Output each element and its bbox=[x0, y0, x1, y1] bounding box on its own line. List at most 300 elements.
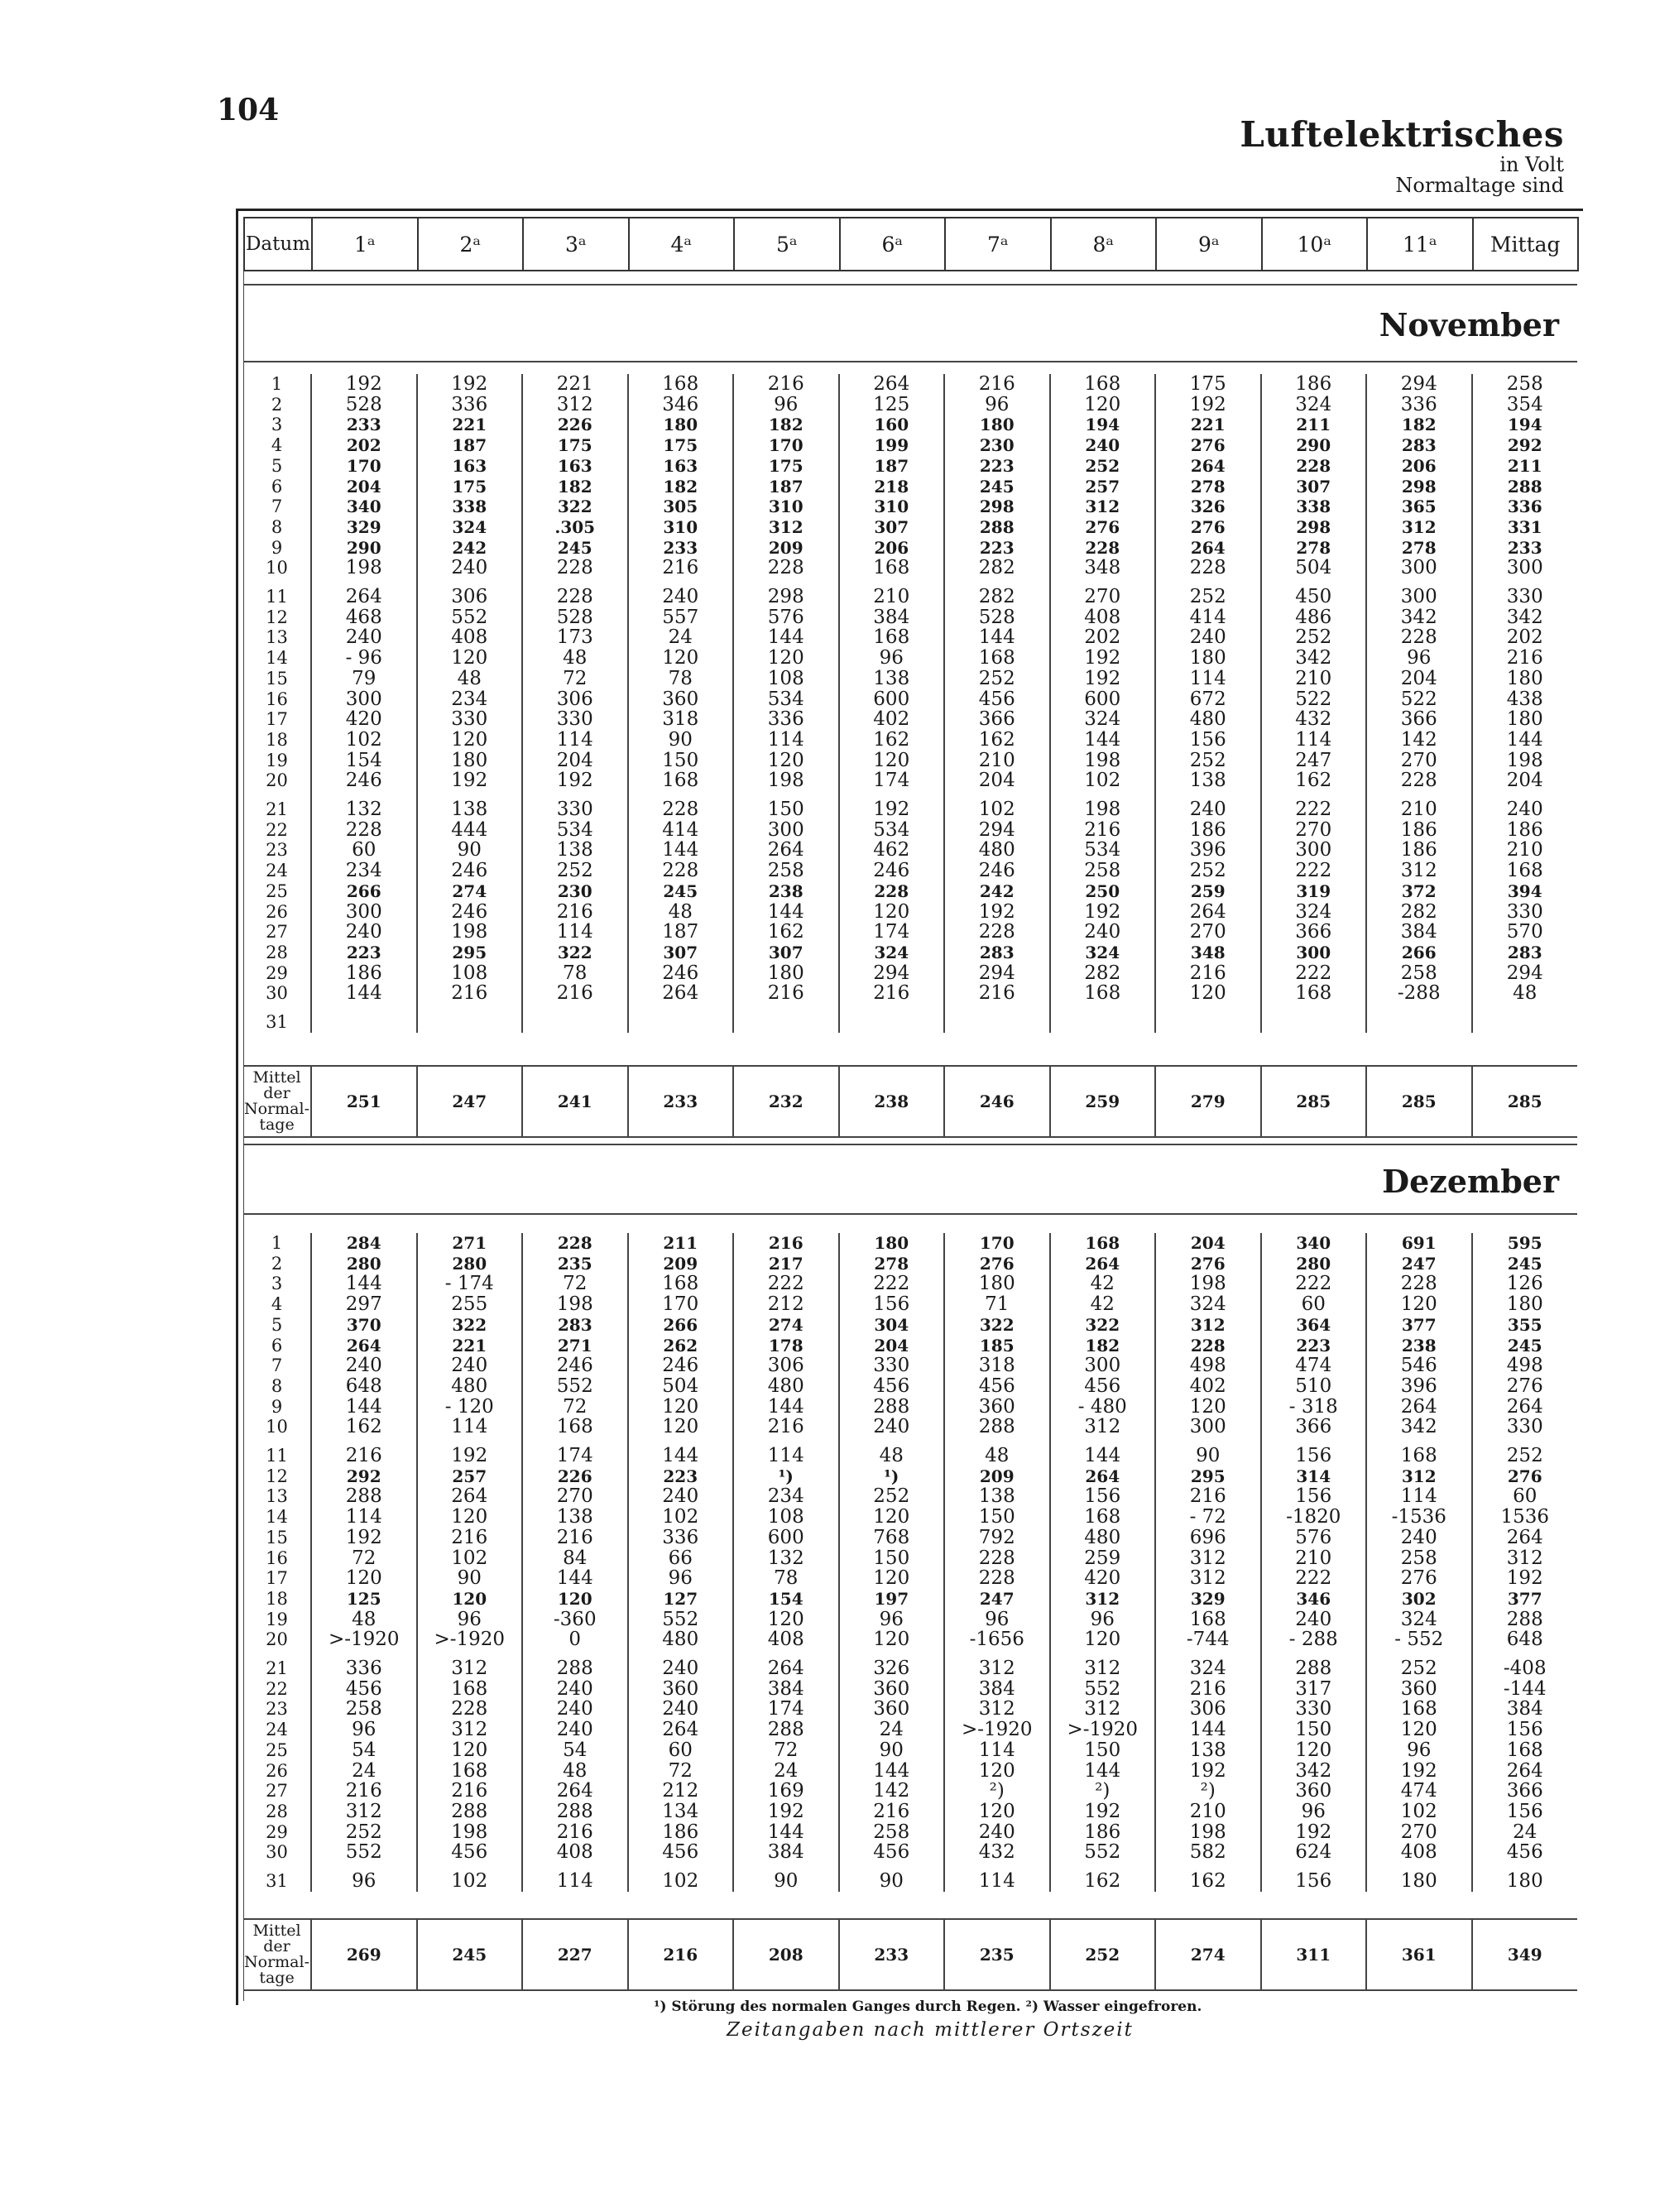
value-cell: 180 bbox=[1472, 709, 1578, 730]
value-cell: 394 bbox=[1472, 881, 1578, 902]
value-cell: 144 bbox=[733, 902, 839, 923]
value-cell: 234 bbox=[733, 1486, 839, 1507]
value-cell: 672 bbox=[1155, 689, 1261, 710]
value-cell: 282 bbox=[1366, 902, 1472, 923]
value-cell: 420 bbox=[311, 709, 417, 730]
value-cell: 696 bbox=[1155, 1528, 1261, 1548]
value-cell: 228 bbox=[944, 922, 1050, 943]
value-cell: 300 bbox=[1050, 1356, 1156, 1376]
value-cell: 312 bbox=[1050, 1699, 1156, 1720]
value-cell: 126 bbox=[1472, 1274, 1578, 1294]
value-cell: 48 bbox=[1472, 983, 1578, 1004]
value-cell: 228 bbox=[417, 1699, 523, 1720]
value-cell: 240 bbox=[417, 1356, 523, 1376]
value-cell: 79 bbox=[311, 669, 417, 689]
value-cell: 310 bbox=[733, 497, 839, 517]
dezember-means bbox=[243, 1918, 1577, 1991]
value-cell: 144 bbox=[628, 1437, 734, 1466]
value-cell: 366 bbox=[1261, 1417, 1367, 1437]
value-cell: 257 bbox=[417, 1466, 523, 1487]
value-cell: 247 bbox=[1366, 1254, 1472, 1274]
table-row bbox=[243, 1437, 1577, 1466]
value-cell: 295 bbox=[1155, 1466, 1261, 1487]
value-cell: 264 bbox=[1472, 1397, 1578, 1418]
value-cell: 552 bbox=[628, 1610, 734, 1630]
value-cell: 210 bbox=[1366, 791, 1472, 820]
table-row bbox=[243, 1802, 1577, 1822]
value-cell: 354 bbox=[1472, 395, 1578, 415]
value-cell: 330 bbox=[839, 1356, 945, 1376]
value-cell: 162 bbox=[733, 922, 839, 943]
value-cell: 240 bbox=[522, 1720, 628, 1740]
value-cell: 192 bbox=[1261, 1822, 1367, 1843]
day-cell: 29 bbox=[266, 962, 288, 983]
value-cell: 228 bbox=[1155, 1336, 1261, 1356]
value-cell: 144 bbox=[733, 1397, 839, 1418]
value-cell: 216 bbox=[522, 902, 628, 923]
mean-value: 246 bbox=[944, 1066, 1050, 1137]
value-cell: 235 bbox=[522, 1254, 628, 1274]
value-cell: 96 bbox=[944, 1610, 1050, 1630]
value-cell: 252 bbox=[311, 1822, 417, 1843]
table-row bbox=[243, 1761, 1577, 1782]
value-cell: 290 bbox=[1261, 435, 1367, 456]
table-row bbox=[243, 1486, 1577, 1507]
value-cell: 498 bbox=[1472, 1356, 1578, 1376]
value-cell: 228 bbox=[628, 791, 734, 820]
value-cell: 144 bbox=[628, 840, 734, 861]
value-cell: 300 bbox=[1261, 840, 1367, 861]
value-cell: 322 bbox=[522, 497, 628, 517]
day-cell: 17 bbox=[266, 1568, 288, 1589]
value-cell: 245 bbox=[628, 881, 734, 902]
value-cell: 300 bbox=[311, 902, 417, 923]
value-cell: 310 bbox=[628, 517, 734, 538]
value-cell: 162 bbox=[1050, 1863, 1156, 1892]
value-cell: 480 bbox=[417, 1376, 523, 1397]
value-cell: 192 bbox=[1472, 1568, 1578, 1589]
value-cell: 338 bbox=[417, 497, 523, 517]
value-cell: 336 bbox=[311, 1650, 417, 1679]
value-cell: 230 bbox=[944, 435, 1050, 456]
value-cell: 288 bbox=[311, 1486, 417, 1507]
november-means bbox=[243, 1065, 1577, 1138]
value-cell: 120 bbox=[417, 1507, 523, 1528]
mean-value: 216 bbox=[628, 1919, 734, 1990]
day-cell: 5 bbox=[271, 455, 283, 476]
day-cell: 31 bbox=[266, 1012, 288, 1033]
table-row bbox=[243, 1699, 1577, 1720]
table-row bbox=[243, 374, 1577, 395]
value-cell: 288 bbox=[1472, 477, 1578, 497]
value-cell: 340 bbox=[1261, 1233, 1367, 1254]
value-cell: 204 bbox=[944, 770, 1050, 791]
value-cell: 228 bbox=[1050, 538, 1156, 559]
day-cell: 4 bbox=[271, 435, 283, 456]
table-row bbox=[243, 963, 1577, 984]
value-cell: 252 bbox=[1472, 1437, 1578, 1466]
value-cell: 240 bbox=[1261, 1610, 1367, 1630]
value-cell: 96 bbox=[417, 1610, 523, 1630]
value-cell: 318 bbox=[628, 709, 734, 730]
value-cell: 330 bbox=[522, 791, 628, 820]
value-cell: -744 bbox=[1155, 1629, 1261, 1650]
value-cell: 185 bbox=[944, 1336, 1050, 1356]
value-cell: 336 bbox=[1472, 497, 1578, 517]
value-cell: 300 bbox=[1261, 943, 1367, 963]
value-cell: 216 bbox=[522, 1528, 628, 1548]
value-cell: 96 bbox=[311, 1863, 417, 1892]
mean-value: 259 bbox=[1050, 1066, 1156, 1137]
value-cell: 138 bbox=[1155, 770, 1261, 791]
value-cell: 360 bbox=[839, 1699, 945, 1720]
value-cell: 546 bbox=[1366, 1356, 1472, 1376]
value-cell: 42 bbox=[1050, 1274, 1156, 1294]
value-cell: 312 bbox=[522, 395, 628, 415]
value-cell: 294 bbox=[839, 963, 945, 984]
value-cell: 324 bbox=[1366, 1610, 1472, 1630]
value-cell: 240 bbox=[1050, 922, 1156, 943]
table-row bbox=[243, 689, 1577, 710]
value-cell: 240 bbox=[628, 578, 734, 607]
value-cell: 330 bbox=[522, 709, 628, 730]
value-cell: 298 bbox=[733, 578, 839, 607]
value-cell: 114 bbox=[944, 1863, 1050, 1892]
value-cell: 271 bbox=[522, 1336, 628, 1356]
value-cell: 186 bbox=[1155, 820, 1261, 841]
value-cell: 318 bbox=[944, 1356, 1050, 1376]
means-row bbox=[243, 1919, 1577, 1990]
value-cell: 288 bbox=[1472, 1610, 1578, 1630]
value-cell: 180 bbox=[1472, 669, 1578, 689]
value-cell: 276 bbox=[1050, 517, 1156, 538]
value-cell bbox=[1050, 1004, 1156, 1033]
value-cell: 187 bbox=[417, 435, 523, 456]
value-cell: 180 bbox=[1472, 1294, 1578, 1315]
value-cell: 48 bbox=[522, 1761, 628, 1782]
table-row bbox=[243, 1254, 1577, 1274]
mean-value: 361 bbox=[1366, 1919, 1472, 1990]
value-cell: 156 bbox=[1472, 1802, 1578, 1822]
table-row bbox=[243, 770, 1577, 791]
value-cell: 210 bbox=[839, 578, 945, 607]
value-cell: 246 bbox=[628, 1356, 734, 1376]
value-cell: 283 bbox=[522, 1315, 628, 1336]
value-cell: 240 bbox=[311, 627, 417, 648]
value-cell: ¹) bbox=[839, 1466, 945, 1487]
table-row bbox=[243, 1004, 1577, 1033]
value-cell: 348 bbox=[1050, 558, 1156, 578]
value-cell: 120 bbox=[1155, 983, 1261, 1004]
value-cell: 552 bbox=[417, 607, 523, 628]
value-cell: 120 bbox=[628, 648, 734, 669]
table-row bbox=[243, 1610, 1577, 1630]
value-cell: 210 bbox=[1261, 1548, 1367, 1569]
hour-header: 10ᵃ bbox=[1262, 218, 1368, 271]
value-cell: 252 bbox=[1155, 751, 1261, 771]
table-row bbox=[243, 1417, 1577, 1437]
value-cell: 306 bbox=[417, 578, 523, 607]
table-row bbox=[243, 1589, 1577, 1610]
value-cell: 120 bbox=[1366, 1294, 1472, 1315]
day-cell: 25 bbox=[266, 880, 288, 901]
value-cell: 280 bbox=[417, 1254, 523, 1274]
value-cell: 144 bbox=[733, 627, 839, 648]
value-cell: 120 bbox=[1366, 1720, 1472, 1740]
value-cell: 162 bbox=[1261, 770, 1367, 791]
value-cell: 266 bbox=[311, 881, 417, 902]
value-cell: 264 bbox=[1050, 1254, 1156, 1274]
value-cell: 280 bbox=[311, 1254, 417, 1274]
value-cell: 78 bbox=[628, 669, 734, 689]
value-cell: 120 bbox=[839, 902, 945, 923]
value-cell: >-1920 bbox=[1050, 1720, 1156, 1740]
value-cell: 154 bbox=[311, 751, 417, 771]
value-cell: 108 bbox=[733, 1507, 839, 1528]
value-cell: 252 bbox=[839, 1486, 945, 1507]
value-cell: 228 bbox=[1366, 770, 1472, 791]
value-cell: 312 bbox=[1366, 517, 1472, 538]
value-cell: -408 bbox=[1472, 1650, 1578, 1679]
value-cell: 257 bbox=[1050, 477, 1156, 497]
value-cell: 134 bbox=[628, 1802, 734, 1822]
value-cell: 187 bbox=[628, 922, 734, 943]
value-cell: 174 bbox=[839, 922, 945, 943]
value-cell: 54 bbox=[311, 1740, 417, 1761]
value-cell: 342 bbox=[1261, 1761, 1367, 1782]
value-cell: 192 bbox=[1366, 1761, 1472, 1782]
value-cell: 456 bbox=[417, 1842, 523, 1863]
day-cell: 6 bbox=[271, 476, 283, 497]
day-cell: 1 bbox=[271, 374, 283, 394]
value-cell: -1536 bbox=[1366, 1507, 1472, 1528]
value-cell: 264 bbox=[839, 374, 945, 395]
value-cell: 24 bbox=[1472, 1822, 1578, 1843]
value-cell: 120 bbox=[1261, 1740, 1367, 1761]
value-cell: >-1920 bbox=[417, 1629, 523, 1650]
value-cell: 192 bbox=[1050, 1802, 1156, 1822]
value-cell: 90 bbox=[1155, 1437, 1261, 1466]
value-cell: 168 bbox=[1472, 1740, 1578, 1761]
value-cell: 246 bbox=[839, 861, 945, 881]
table-row bbox=[243, 1842, 1577, 1863]
value-cell: 270 bbox=[1050, 578, 1156, 607]
value-cell: 120 bbox=[733, 648, 839, 669]
mean-label bbox=[243, 1066, 311, 1137]
value-cell: 150 bbox=[1261, 1720, 1367, 1740]
value-cell: 175 bbox=[628, 435, 734, 456]
value-cell: 102 bbox=[311, 730, 417, 751]
datum-header: Datum bbox=[244, 218, 312, 271]
value-cell: 114 bbox=[733, 1437, 839, 1466]
mean-value: 208 bbox=[733, 1919, 839, 1990]
table-row bbox=[243, 820, 1577, 841]
value-cell: 192 bbox=[1050, 902, 1156, 923]
value-cell: 1536 bbox=[1472, 1507, 1578, 1528]
value-cell: 169 bbox=[733, 1781, 839, 1802]
value-cell: 228 bbox=[733, 558, 839, 578]
value-cell: 342 bbox=[1366, 607, 1472, 628]
value-cell: 306 bbox=[522, 689, 628, 710]
value-cell: 138 bbox=[522, 1507, 628, 1528]
value-cell: 276 bbox=[1472, 1376, 1578, 1397]
value-cell: 132 bbox=[311, 791, 417, 820]
value-cell: 96 bbox=[628, 1568, 734, 1589]
value-cell: 187 bbox=[839, 456, 945, 477]
hour-header: 9ᵃ bbox=[1156, 218, 1262, 271]
value-cell: 222 bbox=[1261, 861, 1367, 881]
value-cell: 233 bbox=[1472, 538, 1578, 559]
mean-value: 241 bbox=[522, 1066, 628, 1137]
day-cell: 11 bbox=[266, 1446, 288, 1466]
value-cell: 174 bbox=[733, 1699, 839, 1720]
value-cell: 120 bbox=[733, 751, 839, 771]
value-cell: 216 bbox=[628, 558, 734, 578]
value-cell: 370 bbox=[311, 1315, 417, 1336]
value-cell: 264 bbox=[311, 1336, 417, 1356]
value-cell: 326 bbox=[1155, 497, 1261, 517]
value-cell: 211 bbox=[1261, 415, 1367, 435]
value-cell bbox=[417, 1004, 523, 1033]
value-cell: 240 bbox=[311, 1356, 417, 1376]
value-cell: 168 bbox=[1050, 1233, 1156, 1254]
day-cell: 9 bbox=[271, 537, 283, 558]
day-cell: 19 bbox=[266, 750, 288, 770]
value-cell: 264 bbox=[628, 1720, 734, 1740]
value-cell: 150 bbox=[1050, 1740, 1156, 1761]
hour-header: 2ᵃ bbox=[418, 218, 524, 271]
table-row bbox=[243, 1315, 1577, 1336]
day-cell: 27 bbox=[266, 1781, 288, 1802]
value-cell: 168 bbox=[522, 1417, 628, 1437]
value-cell: 396 bbox=[1366, 1376, 1472, 1397]
value-cell: 204 bbox=[522, 751, 628, 771]
value-cell: 240 bbox=[628, 1486, 734, 1507]
value-cell: 216 bbox=[733, 1233, 839, 1254]
value-cell: 162 bbox=[944, 730, 1050, 751]
value-cell: 60 bbox=[1472, 1486, 1578, 1507]
value-cell: 462 bbox=[839, 840, 945, 861]
value-cell: 96 bbox=[733, 395, 839, 415]
value-cell: 168 bbox=[628, 770, 734, 791]
day-cell: 3 bbox=[271, 415, 283, 435]
value-cell: 312 bbox=[417, 1650, 523, 1679]
value-cell: 222 bbox=[1261, 1568, 1367, 1589]
value-cell: 283 bbox=[1366, 435, 1472, 456]
value-cell: 280 bbox=[1261, 1254, 1367, 1274]
value-cell: 114 bbox=[1366, 1486, 1472, 1507]
value-cell: 168 bbox=[1366, 1437, 1472, 1466]
value-cell: 266 bbox=[628, 1315, 734, 1336]
value-cell: 307 bbox=[628, 943, 734, 963]
day-cell: 26 bbox=[266, 901, 288, 922]
value-cell: 228 bbox=[1261, 456, 1367, 477]
value-cell: 202 bbox=[1050, 627, 1156, 648]
value-cell: 102 bbox=[1050, 770, 1156, 791]
value-cell: 120 bbox=[417, 730, 523, 751]
value-cell: 60 bbox=[1261, 1294, 1367, 1315]
value-cell: 480 bbox=[628, 1629, 734, 1650]
day-cell: 17 bbox=[266, 709, 288, 730]
table-row bbox=[243, 840, 1577, 861]
value-cell: 182 bbox=[1366, 415, 1472, 435]
value-cell: 336 bbox=[733, 709, 839, 730]
value-cell: 120 bbox=[417, 1589, 523, 1610]
value-cell: 384 bbox=[839, 607, 945, 628]
value-cell: 216 bbox=[522, 1822, 628, 1843]
mean-label-line: Mittel bbox=[252, 1922, 301, 1940]
value-cell: 288 bbox=[522, 1650, 628, 1679]
table-row bbox=[243, 1376, 1577, 1397]
value-cell: 216 bbox=[1155, 1679, 1261, 1700]
value-cell: 247 bbox=[944, 1589, 1050, 1610]
value-cell: 258 bbox=[311, 1699, 417, 1720]
value-cell: 90 bbox=[839, 1863, 945, 1892]
value-cell: 282 bbox=[944, 558, 1050, 578]
value-cell: 246 bbox=[944, 861, 1050, 881]
value-cell: 274 bbox=[417, 881, 523, 902]
value-cell: 102 bbox=[628, 1863, 734, 1892]
value-cell: 252 bbox=[1366, 1650, 1472, 1679]
value-cell: 202 bbox=[1472, 627, 1578, 648]
value-cell: 168 bbox=[1366, 1699, 1472, 1720]
value-cell: 150 bbox=[733, 791, 839, 820]
value-cell: 552 bbox=[311, 1842, 417, 1863]
value-cell: 240 bbox=[944, 1822, 1050, 1843]
value-cell: 198 bbox=[733, 770, 839, 791]
value-cell: 384 bbox=[733, 1679, 839, 1700]
value-cell: 504 bbox=[1261, 558, 1367, 578]
mean-label-line: der bbox=[263, 1937, 290, 1955]
value-cell bbox=[1366, 1004, 1472, 1033]
value-cell: 198 bbox=[522, 1294, 628, 1315]
value-cell: 408 bbox=[1050, 607, 1156, 628]
value-cell: 240 bbox=[839, 1417, 945, 1437]
value-cell: 204 bbox=[839, 1336, 945, 1356]
value-cell: 329 bbox=[311, 517, 417, 538]
value-cell: 245 bbox=[1472, 1254, 1578, 1274]
table-row bbox=[243, 477, 1577, 497]
value-cell: 278 bbox=[839, 1254, 945, 1274]
value-cell: 221 bbox=[417, 1336, 523, 1356]
value-cell: 127 bbox=[628, 1589, 734, 1610]
value-cell: 276 bbox=[1366, 1568, 1472, 1589]
day-cell: 11 bbox=[266, 587, 288, 607]
value-cell: 312 bbox=[944, 1650, 1050, 1679]
day-cell: 2 bbox=[271, 1253, 283, 1274]
day-cell: 7 bbox=[271, 497, 283, 517]
value-cell: 324 bbox=[839, 943, 945, 963]
value-cell: 310 bbox=[839, 497, 945, 517]
value-cell: 600 bbox=[1050, 689, 1156, 710]
value-cell: 192 bbox=[311, 1528, 417, 1548]
value-cell: 72 bbox=[522, 1397, 628, 1418]
value-cell: - 72 bbox=[1155, 1507, 1261, 1528]
value-cell: 197 bbox=[839, 1589, 945, 1610]
value-cell: 246 bbox=[311, 770, 417, 791]
value-cell: 264 bbox=[733, 840, 839, 861]
value-cell: 114 bbox=[311, 1507, 417, 1528]
value-cell: 216 bbox=[311, 1781, 417, 1802]
value-cell: 24 bbox=[311, 1761, 417, 1782]
value-cell: 204 bbox=[1366, 669, 1472, 689]
value-cell: 120 bbox=[1050, 1629, 1156, 1650]
value-cell: 324 bbox=[1155, 1650, 1261, 1679]
value-cell: 221 bbox=[1155, 415, 1261, 435]
value-cell: 170 bbox=[311, 456, 417, 477]
value-cell: 312 bbox=[944, 1699, 1050, 1720]
mean-value: 251 bbox=[311, 1066, 417, 1137]
